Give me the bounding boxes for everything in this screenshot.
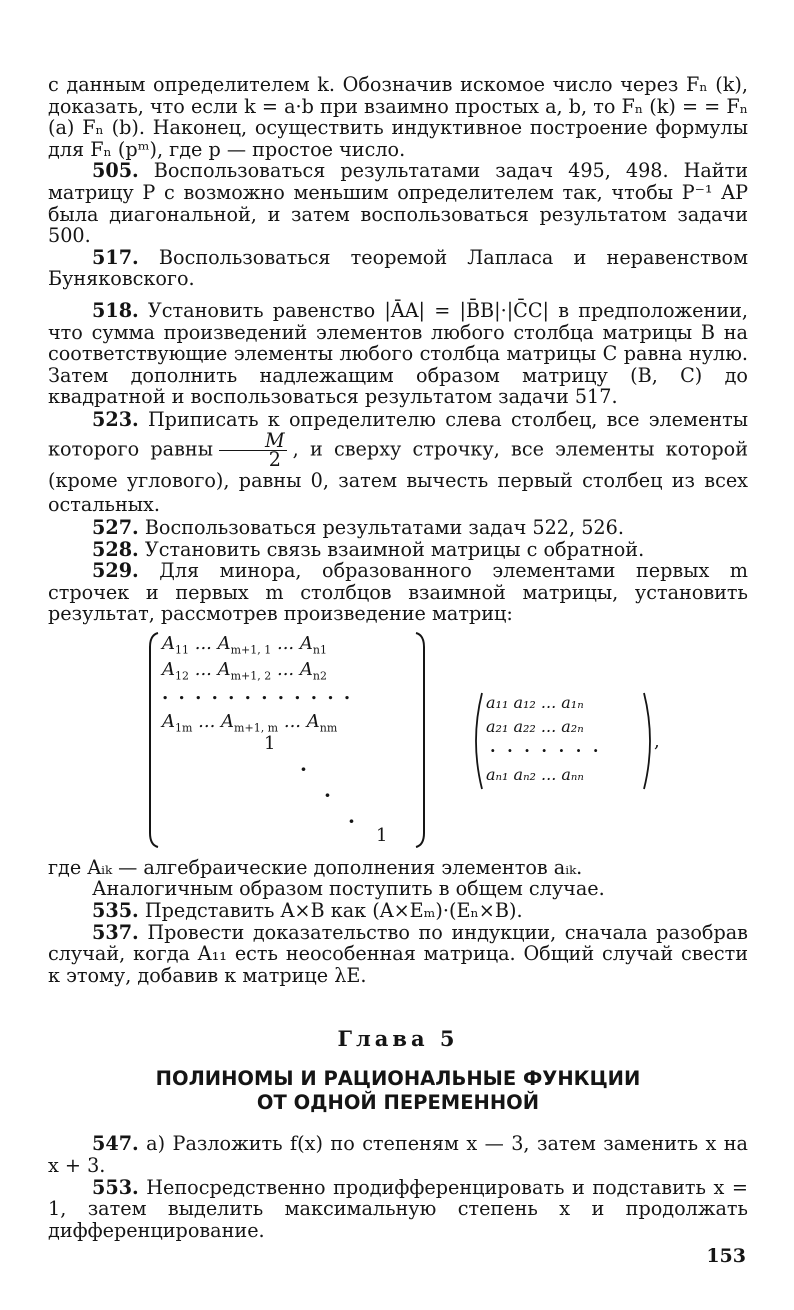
coefficient-matrix — [468, 691, 668, 791]
problem-number: 553. — [92, 1175, 139, 1199]
where-line: где Aᵢₖ — алгебраические дополнения элементов aᵢₖ. — [48, 855, 583, 879]
matrix-row-1: $A_{11}$ ... $A_{m+1, 1}$ ... $A_{n1}$ — [162, 632, 327, 657]
problem-text: Представить A×B как (A×Eₘ)·(Eₙ×B). — [138, 899, 523, 923]
chapter-title — [48, 1067, 748, 1115]
problem-text: Установить связь взаимной матрицы с обратной. — [138, 537, 645, 561]
paragraph-535 — [48, 900, 748, 922]
paragraph-529 — [48, 560, 748, 625]
problem-number: 527. — [92, 515, 139, 539]
problem-number: 528. — [92, 537, 139, 561]
problem-number: 547. — [92, 1132, 139, 1156]
small-dot-row: . . . . . . . — [490, 736, 602, 756]
paragraph-527 — [48, 517, 748, 539]
problem-number: 529. — [92, 559, 139, 583]
paragraph-523 — [48, 408, 748, 517]
diagonal-dot: · — [300, 756, 307, 781]
problem-text: Провести доказательство по индукции, сначала разобрав случай, когда A₁₁ есть неособенная матрица. Общий случай свести к этому, добавив к матрице λE. — [48, 920, 748, 987]
paragraph-518 — [48, 300, 748, 408]
paragraph-537 — [48, 922, 748, 987]
problem-number: 517. — [92, 245, 139, 269]
problem-number: 518. — [92, 298, 139, 322]
paragraph-528 — [48, 539, 748, 561]
problem-text: Приписать к определителю слева столбец, все элементы которого равны — [48, 407, 748, 461]
chapter-title-line-1: ПОЛИНОМЫ И РАЦИОНАЛЬНЫЕ ФУНКЦИИ — [155, 1067, 641, 1091]
problem-number: 505. — [92, 159, 139, 183]
fraction-m-over-2 — [219, 428, 287, 471]
matrix-product — [48, 629, 748, 851]
small-row-n: aₙ₁ aₙ₂ ... aₙₙ — [486, 764, 584, 784]
chapter-title-line-2: ОТ ОДНОЙ ПЕРЕМЕННОЙ — [256, 1091, 540, 1115]
matrix-row-2: $A_{12}$ ... $A_{m+1, 2}$ ... $A_{n2}$ — [162, 658, 327, 683]
problem-number: 523. — [92, 407, 139, 431]
paragraph-517 — [48, 247, 748, 290]
identity-one-bottom: 1 — [376, 824, 388, 846]
problem-text: Воспользоваться результатами задач 522, 526. — [138, 515, 624, 539]
paragraph-547 — [48, 1133, 748, 1176]
small-row-1: a₁₁ a₁₂ ... a₁ₙ — [486, 692, 584, 712]
matrix-row-m: $A_{1m}$ ... $A_{m+1, m}$ ... $A_{nm}$ — [162, 710, 338, 735]
diagonal-dot: · — [348, 808, 355, 833]
paragraph-553 — [48, 1177, 748, 1242]
problem-text: а) Разложить f(x) по степеням x — 3, затем заменить x на x + 3. — [48, 1132, 748, 1178]
problem-text: Воспользоваться результатами задач 495, 498. Найти матрицу P с возможно меньшим определителем так, чтобы P⁻¹ AP была диагональной, и затем воспользоваться результатом задачи 500. — [48, 159, 748, 248]
problem-number: 535. — [92, 899, 139, 923]
matrix-dot-row: . . . . . . . . . . . . — [162, 682, 353, 704]
adjugate-block-matrix — [148, 629, 426, 851]
problem-text: Воспользоваться теоремой Лапласа и неравенством Буняковского. — [48, 245, 748, 291]
problem-text-cont: , и сверху строчку, все элементы которой (кроме углового), равны 0, затем вычесть первый столбец из всех остальных. — [48, 437, 748, 516]
problem-text: Установить равенство |ĀA| = |B̄B|·|C̄C| в предположении, что сумма произведений элементов любого столбца матрицы B на соответствующие элементы любого столбца матрицы C равна нулю. Затем дополнить надлежащим образом матрицу (B, C) до квадратной и воспользоваться результатом задачи 517. — [48, 298, 748, 409]
page-number: 153 — [706, 1245, 746, 1267]
paragraph-intro: с данным определителем k. Обозначив искомое число через Fₙ (k), доказать, что если k = a·b при взаимно простых a, b, то Fₙ (k) = = Fₙ (a) Fₙ (b). Наконец, осуществить индуктивное построение формулы для Fₙ (pᵐ), где p — простое число. — [48, 73, 748, 161]
fraction-denominator: 2 — [268, 447, 281, 471]
diagonal-dot: · — [324, 782, 331, 807]
identity-one-top: 1 — [264, 732, 276, 754]
problem-text: Непосредственно продифференцировать и подставить x = 1, затем выделить максимальную степень x и продолжать дифференцирование. — [48, 1175, 748, 1242]
problem-text: Для минора, образованного элементами первых m строчек и первых m столбцов взаимной матрицы, установить результат, рассмотрев произведение матриц: — [48, 559, 748, 626]
chapter-heading: Глава 5 — [337, 1026, 459, 1052]
fraction-numerator: M — [219, 432, 287, 451]
matrix-comma: , — [654, 730, 660, 752]
book-page — [48, 0, 748, 1310]
paragraph-505 — [48, 160, 748, 246]
problem-number: 537. — [92, 920, 139, 944]
small-row-2: a₂₁ a₂₂ ... a₂ₙ — [486, 716, 584, 736]
similar-line: Аналогичным образом поступить в общем случае. — [92, 877, 605, 901]
